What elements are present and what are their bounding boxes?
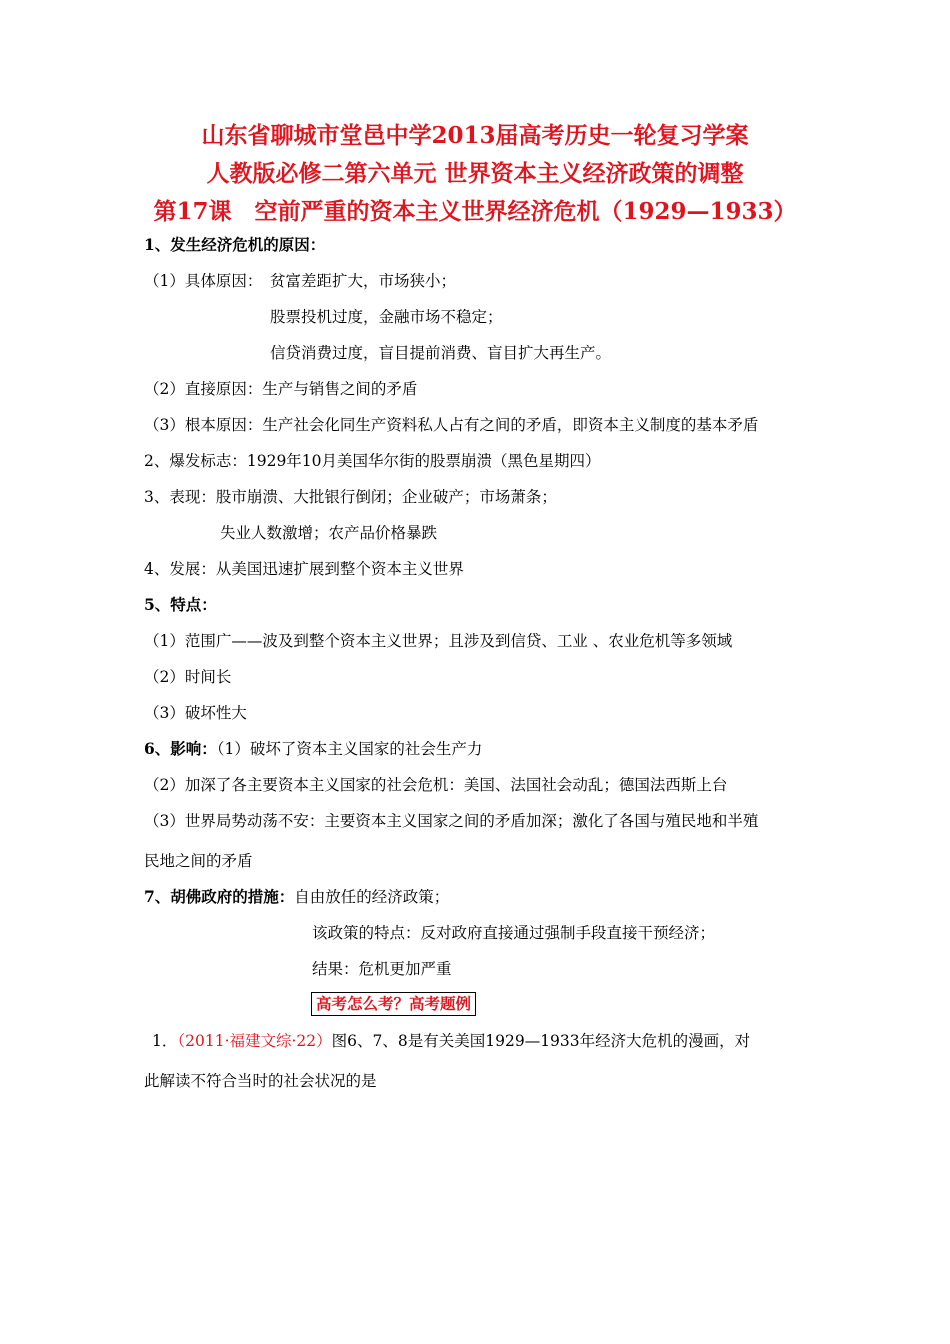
- question-1-line-a: [152, 1030, 750, 1052]
- section-1-heading: 1、发生经济危机的原因：: [144, 235, 326, 254]
- section-6-1: （1）破坏了资本主义国家的社会生产力: [216, 740, 483, 758]
- section-1-1-item-c: 信贷消费过度，盲目提前消费、盲目扩大再生产。: [270, 344, 612, 362]
- exam-section-box: 高考怎么考？高考题例: [311, 992, 476, 1016]
- section-5-heading: 5、特点：: [144, 595, 217, 614]
- section-6-heading: 6、影响：: [144, 739, 217, 758]
- doc-title-school: 山东省聊城市堂邑中学2013届高考历史一轮复习学案: [201, 122, 749, 149]
- section-6-3a: （3）世界局势动荡不安：主要资本主义国家之间的矛盾加深；激化了各国与殖民地和半殖: [144, 812, 759, 830]
- question-1-text-a: 图6、7、8是有关美国1929—1933年经济大危机的漫画，对: [331, 1032, 751, 1050]
- section-2: 2、爆发标志：1929年10月美国华尔街的股票崩溃（黑色星期四）: [144, 452, 601, 470]
- doc-title-unit: 人教版必修二第六单元 世界资本主义经济政策的调整: [206, 160, 744, 187]
- section-1-3: （3）根本原因：生产社会化同生产资料私人占有之间的矛盾，即资本主义制度的基本矛盾: [144, 416, 759, 434]
- section-4: 4、发展：从美国迅速扩展到整个资本主义世界: [144, 560, 464, 578]
- question-1-source: （2011·福建文综·22）: [177, 1032, 332, 1050]
- section-3-a: 3、表现：股市崩溃、大批银行倒闭；企业破产；市场萧条；: [144, 488, 557, 506]
- section-1-1-label: （1）具体原因：: [144, 272, 263, 290]
- section-7-b: 该政策的特点：反对政府直接通过强制手段直接干预经济；: [312, 924, 716, 942]
- section-7-line: [144, 886, 449, 908]
- section-6-line: [144, 738, 482, 760]
- section-7-heading: 7、胡佛政府的措施：: [144, 887, 295, 906]
- section-5-2: （2）时间长: [144, 668, 232, 686]
- section-1-1-item-a: 贫富差距扩大，市场狭小；: [270, 272, 457, 290]
- section-7-c: 结果：危机更加严重: [312, 960, 452, 978]
- section-7-a: 自由放任的经济政策；: [294, 888, 450, 906]
- question-1-number: 1．: [152, 1032, 178, 1050]
- section-5-1: （1）范围广——波及到整个资本主义世界；且涉及到信贷、工业 、农业危机等多领域: [144, 632, 733, 650]
- section-5-3: （3）破坏性大: [144, 704, 247, 722]
- section-3-b: 失业人数激增；农产品价格暴跌: [220, 524, 438, 542]
- question-1-text-b: 此解读不符合当时的社会状况的是: [144, 1072, 377, 1090]
- section-1-1-item-b: 股票投机过度，金融市场不稳定；: [270, 308, 503, 326]
- doc-title-lesson: 第17课 空前严重的资本主义世界经济危机（1929—1933）: [153, 198, 797, 225]
- section-6-3b: 民地之间的矛盾: [144, 852, 253, 870]
- section-1-2: （2）直接原因：生产与销售之间的矛盾: [144, 380, 418, 398]
- section-6-2: （2）加深了各主要资本主义国家的社会危机：美国、法国社会动乱；德国法西斯上台: [144, 776, 728, 794]
